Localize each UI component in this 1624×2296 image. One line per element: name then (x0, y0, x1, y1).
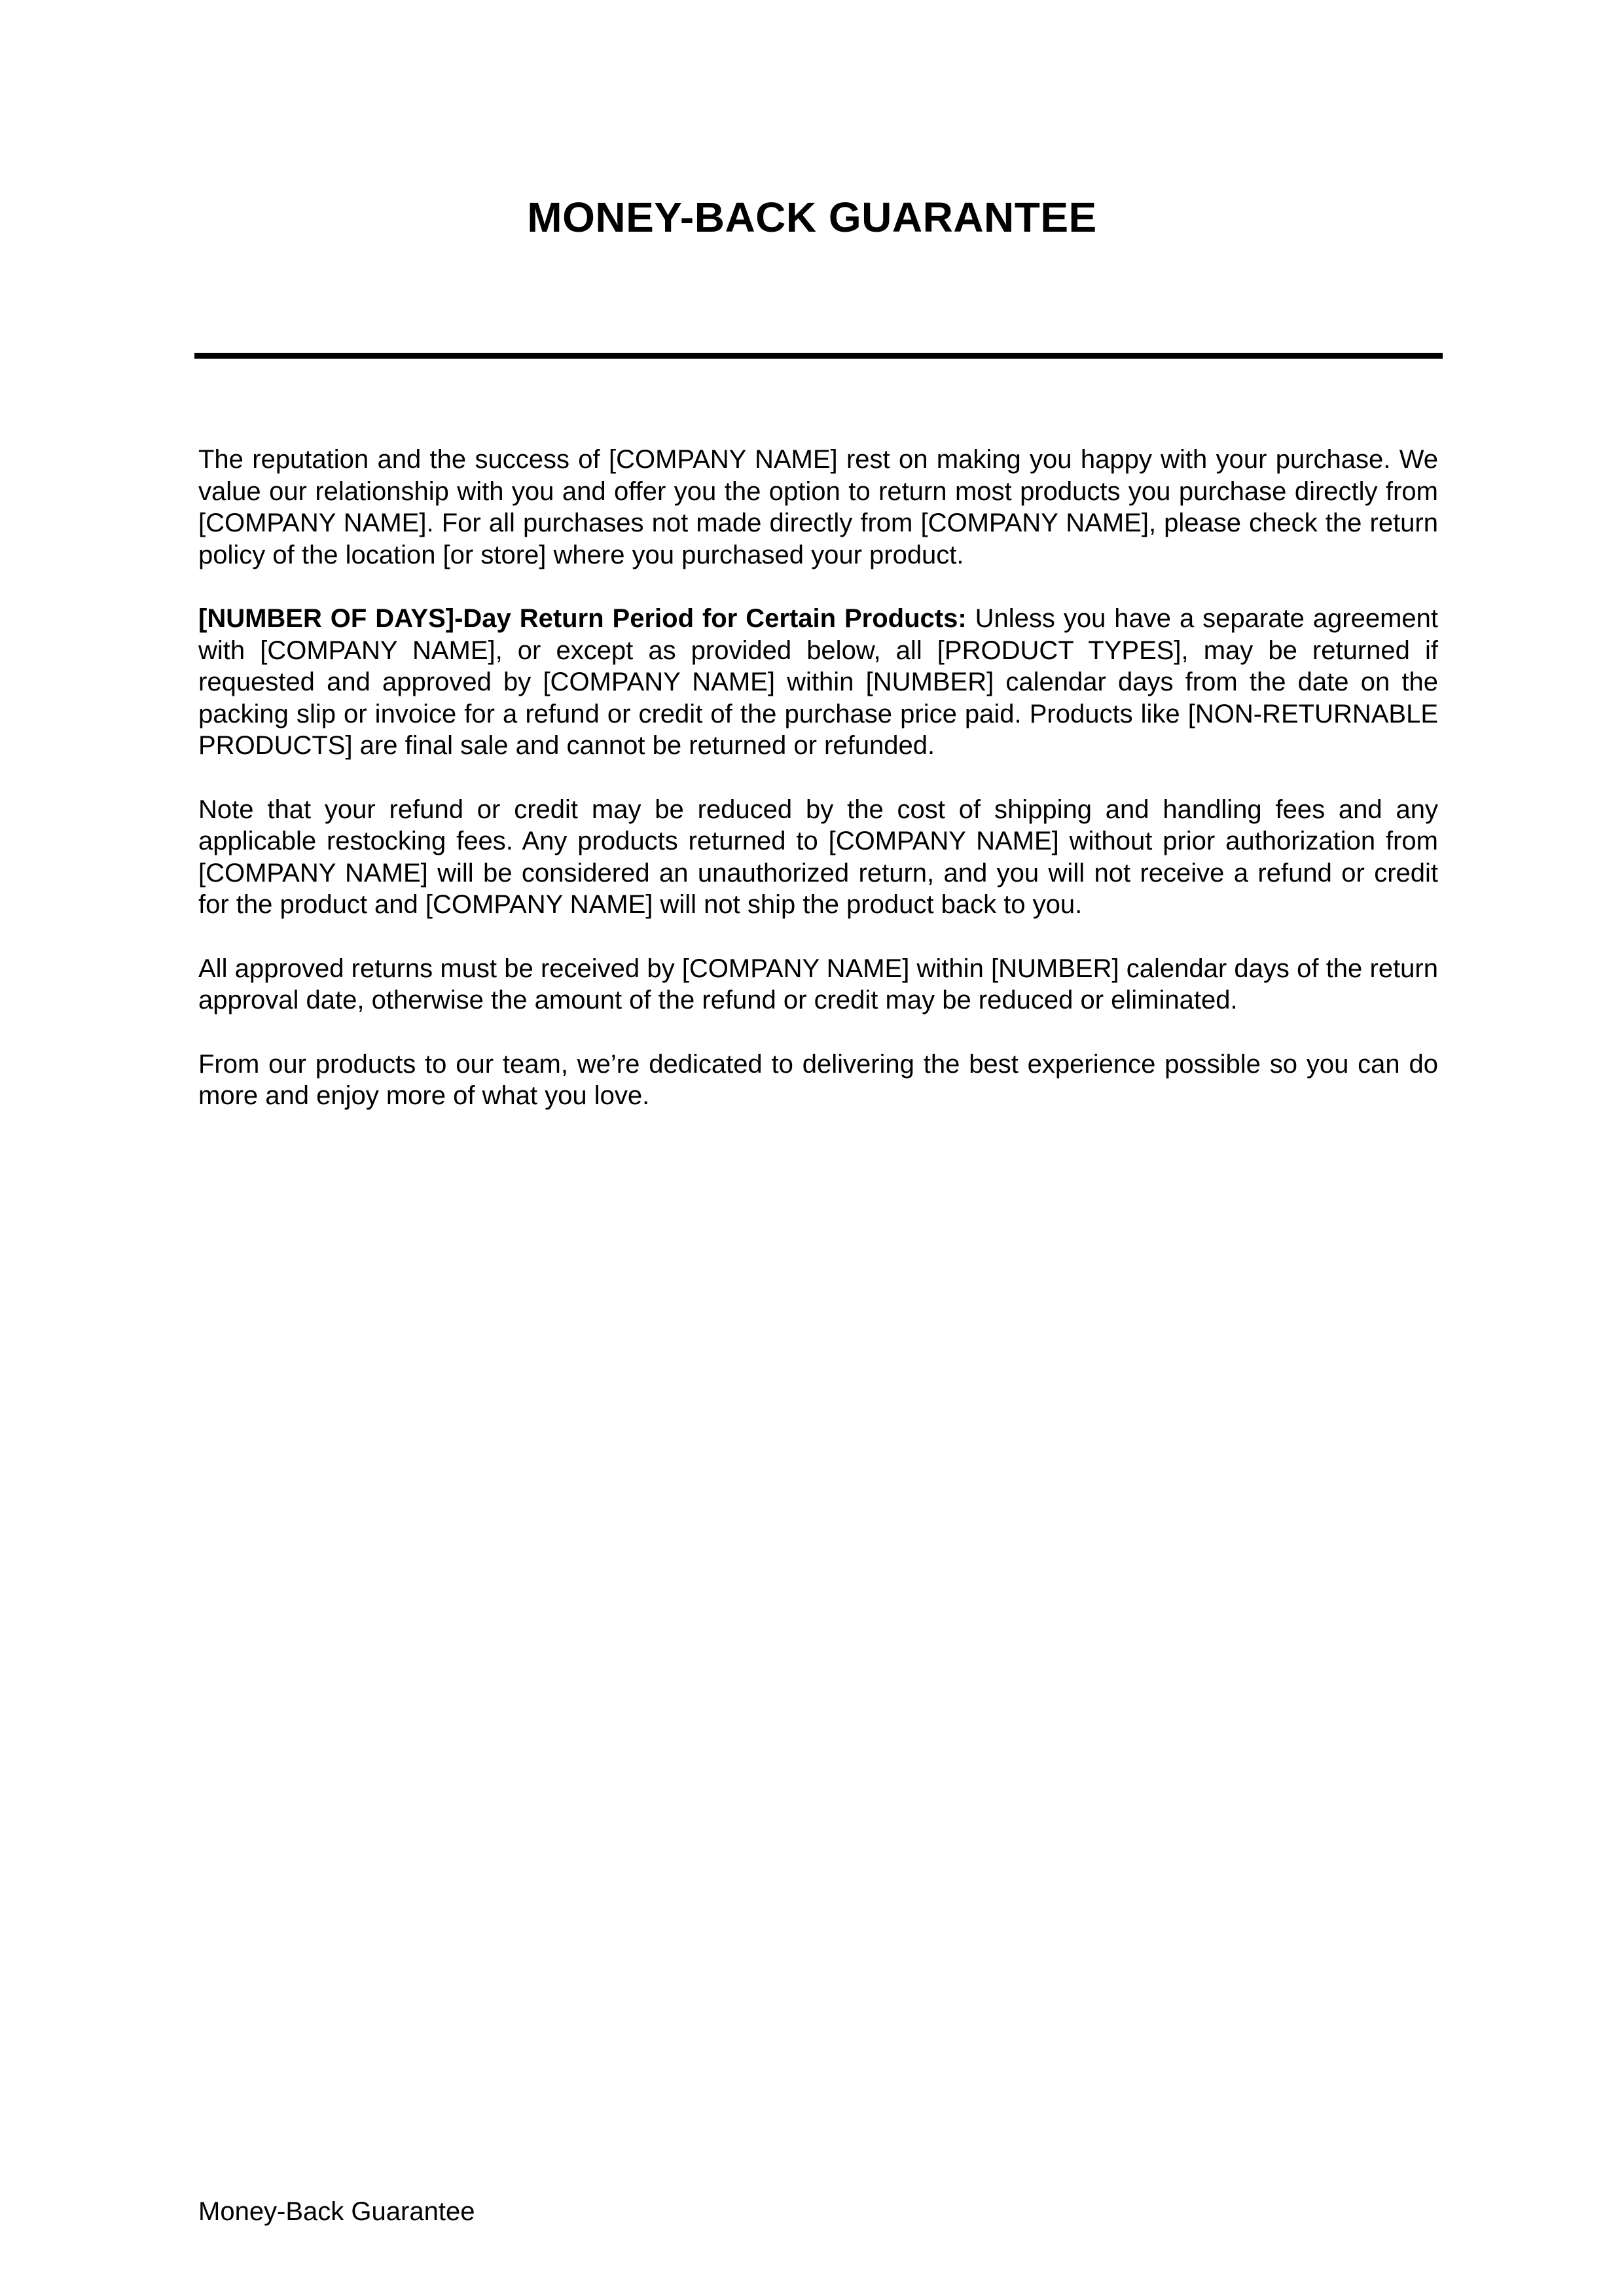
return-period-text: Unless you have a separate agreement with [COMPANY NAME], or except as provided below, all [PRODUCT TYPES], may be returned if requested and approved by [COMPANY NAME] within [NUMBER] calendar days from the date on the packing slip or invoice for a refund or credit of the purchase price paid. Products like [NON-RETURNABLE PRODUCTS] are final sale and cannot be returned or refunded. (198, 604, 1438, 760)
title-divider (194, 353, 1443, 359)
page-footer: Money-Back Guarantee (198, 2197, 475, 2226)
document-body (198, 444, 1438, 1144)
document-title: MONEY-BACK GUARANTEE (527, 194, 1097, 241)
return-period-paragraph (198, 603, 1438, 762)
closing-paragraph: From our products to our team, we’re dedicated to delivering the best experience possible so you can do more and enjoy more of what you love. (198, 1049, 1438, 1110)
refund-reduction-paragraph: Note that your refund or credit may be reduced by the cost of shipping and handling fees and any applicable restocking fees. Any products returned to [COMPANY NAME] without prior authorization from [COMPANY NAME] will be considered an unauthorized return, and you will not receive a refund or credit for the product and [COMPANY NAME] will not ship the product back to you. (198, 795, 1438, 919)
return-period-heading: [NUMBER OF DAYS]-Day Return Period for Certain Products: (198, 604, 967, 633)
approved-returns-paragraph: All approved returns must be received by [COMPANY NAME] within [NUMBER] calendar days of the return approval date, otherwise the amount of the refund or credit may be reduced or eliminated. (198, 954, 1438, 1014)
intro-paragraph: The reputation and the success of [COMPANY NAME] rest on making you happy with your purchase. We value our relationship with you and offer you the option to return most products you purchase directly from [COMPANY NAME]. For all purchases not made directly from [COMPANY NAME], please check the return policy of the location [or store] where you purchased your product. (198, 445, 1438, 569)
